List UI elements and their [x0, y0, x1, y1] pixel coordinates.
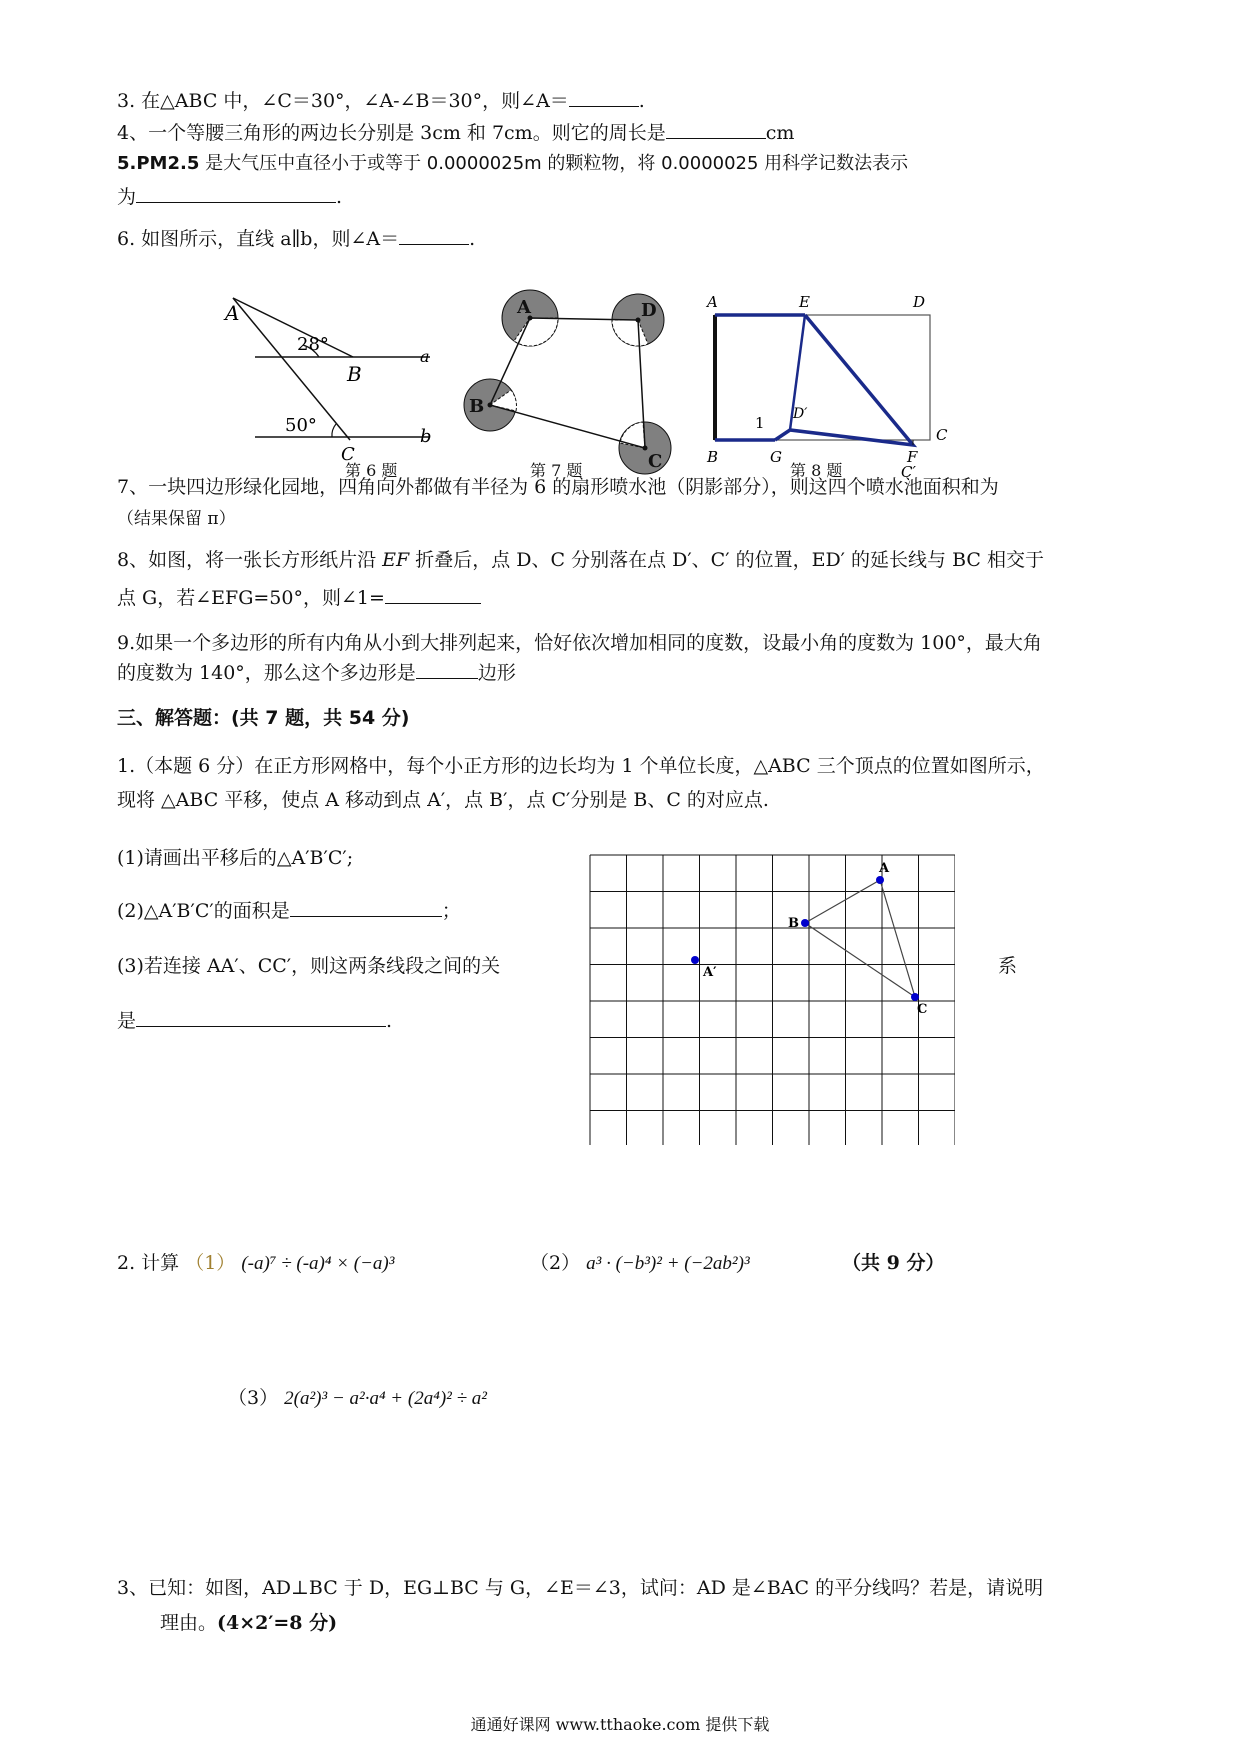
problem-3: 3、已知：如图，AD⊥BC 于 D，EG⊥BC 与 G，∠E＝∠3，试问：AD 是∠BAC 的平分线吗？若是，请说明: [117, 1577, 1044, 1599]
point-a-label: A: [225, 301, 240, 325]
question-6: 6. 如图所示，直线 a∥b，则∠A＝ .: [117, 228, 476, 250]
figure-7: [455, 285, 685, 475]
point-b-label: B: [788, 916, 799, 931]
figure-8-caption: 第 8 题: [790, 461, 843, 480]
expression-1: (-a)⁷ ÷ (-a)⁴ × (−a)³: [241, 1253, 395, 1274]
problem-1-part3-end: 系: [998, 955, 1018, 977]
point-b-label: B: [469, 396, 485, 417]
point-cprime-label: C′: [901, 463, 916, 481]
answer-blank: [399, 226, 469, 245]
point-f-label: F: [907, 448, 918, 466]
question-9-text: 的度数为 140°，那么这个多边形是: [117, 662, 416, 684]
figure-8: [695, 290, 955, 485]
answer-blank: [385, 585, 481, 604]
section-3-heading: 三、解答题：(共 7 题，共 54 分): [117, 707, 410, 729]
angle-1-label: 1: [755, 414, 765, 432]
question-4: [117, 120, 794, 146]
question-9-text2: 边形: [477, 662, 516, 684]
question-3-text: 3. 在△ABC 中，∠C＝30°，∠A-∠B＝30°，则∠A＝: [117, 90, 569, 112]
question-8-text2: 折叠后，点 D、C 分别落在点 D′、C′ 的位置，ED′ 的延长线与 BC 相交于: [409, 549, 1044, 571]
answer-blank: [416, 660, 478, 679]
question-5: [117, 151, 908, 177]
point-e-label: E: [799, 293, 810, 311]
point-a-label: A: [879, 861, 890, 876]
problem-1-part3-line2: 是 .: [117, 1010, 393, 1032]
problem-3-line2: [160, 1610, 337, 1636]
unit-label: cm: [765, 122, 795, 144]
angle-50-label: 50°: [285, 415, 317, 436]
point-d-label: D: [913, 293, 926, 311]
fold-line-label: EF: [382, 549, 410, 571]
question-5-text2: 为: [117, 186, 137, 208]
problem-1-part3: (3)若连接 AA′、CC′，则这两条线段之间的关: [117, 955, 501, 977]
line-a-label: a: [420, 347, 430, 366]
problem-1-part3-text: 是: [117, 1010, 137, 1032]
problem-1-part1: (1)请画出平移后的△A′B′C′;: [117, 847, 354, 869]
angle-28-label: 28°: [297, 334, 329, 355]
expression-3: 2(a²)³ − a²·a⁴ + (2a⁴)² ÷ a²: [284, 1388, 487, 1409]
point-a-label: A: [707, 293, 718, 311]
problem-2-points: （共 9 分）: [842, 1252, 945, 1274]
answer-blank: [136, 184, 336, 203]
question-7-line2: （结果保留 π）: [117, 509, 236, 529]
problem-2: [117, 1250, 394, 1277]
point-dprime-label: D′: [793, 406, 808, 422]
figure-6-caption: 第 6 题: [345, 461, 398, 480]
question-9-line2: [117, 660, 516, 686]
question-8-text: 8、如图，将一张长方形纸片沿: [117, 549, 383, 571]
figure-6: [215, 290, 445, 465]
question-5-label: 5.PM2.5: [117, 153, 200, 174]
answer-blank: [569, 88, 639, 107]
answer-blank: [290, 898, 442, 917]
question-7: 7、一块四边形绿化园地，四角向外都做有半径为 6 的扇形喷水池（阴影部分），则这四个喷水池面积和为: [117, 476, 999, 498]
point-b-label: B: [347, 362, 362, 386]
answer-blank: [136, 1008, 386, 1027]
problem-1-part2-text: (2)△A′B′C′的面积是: [117, 900, 290, 922]
part-3-number: （3）: [228, 1387, 279, 1409]
question-4-text: 4、一个等腰三角形的两边长分别是 3cm 和 7cm。则它的周长是: [117, 122, 666, 144]
problem-3-points: (4×2′=8 分): [217, 1612, 338, 1634]
point-c-label: C: [648, 451, 663, 472]
problem-1-part2: [117, 898, 461, 924]
point-g-label: G: [770, 448, 782, 466]
figure-7-caption: 第 7 题: [530, 461, 583, 480]
question-9: 9.如果一个多边形的所有内角从小到大排列起来，恰好依次增加相同的度数，设最小角的度数为 100°，最大角: [117, 632, 1042, 654]
point-c-label: C: [341, 444, 355, 465]
problem-2-part3: [228, 1385, 487, 1412]
answer-blank: [666, 120, 766, 139]
question-8: [117, 547, 1044, 573]
part-2-number: （2）: [530, 1252, 581, 1274]
question-6-text: 6. 如图所示，直线 a∥b，则∠A＝: [117, 228, 400, 250]
question-5-text: 是大气压中直径小于或等于 0.0000025m 的颗粒物，将 0.0000025 用科学记数法表示: [199, 153, 909, 174]
point-a-label: A: [517, 297, 531, 318]
line-b-label: b: [420, 426, 432, 447]
problem-3-text: 理由。: [160, 1612, 218, 1634]
question-3: 3. 在△ABC 中，∠C＝30°，∠A-∠B＝30°，则∠A＝ .: [117, 90, 645, 112]
expression-2: a³ · (−b³)² + (−2ab²)³: [586, 1253, 750, 1274]
point-b-label: B: [707, 448, 719, 466]
problem-1: 1.（本题 6 分）在正方形网格中，每个小正方形的边长均为 1 个单位长度，△ABC 三个顶点的位置如图所示，: [117, 755, 1045, 777]
point-c-label: C: [917, 1002, 928, 1017]
problem-2-label: 2. 计算: [117, 1252, 180, 1274]
question-8-text3: 点 G，若∠EFG=50°，则∠1=: [117, 587, 385, 609]
problem-1-line2: 现将 △ABC 平移，使点 A 移动到点 A′，点 B′，点 C′分别是 B、C 的对应点.: [117, 789, 769, 811]
point-c-label: C: [936, 426, 948, 444]
question-8-line2: [117, 585, 481, 611]
grid-figure: [585, 850, 955, 1145]
point-d-label: D: [641, 300, 657, 321]
problem-2-part2: [530, 1250, 750, 1277]
footer: 通通好课网 www.tthaoke.com 提供下载: [470, 1715, 770, 1734]
part-1-number: （1）: [185, 1252, 236, 1274]
point-aprime-label: A′: [703, 965, 717, 980]
question-5-line2: 为 .: [117, 186, 343, 208]
punct: ；: [441, 900, 461, 922]
